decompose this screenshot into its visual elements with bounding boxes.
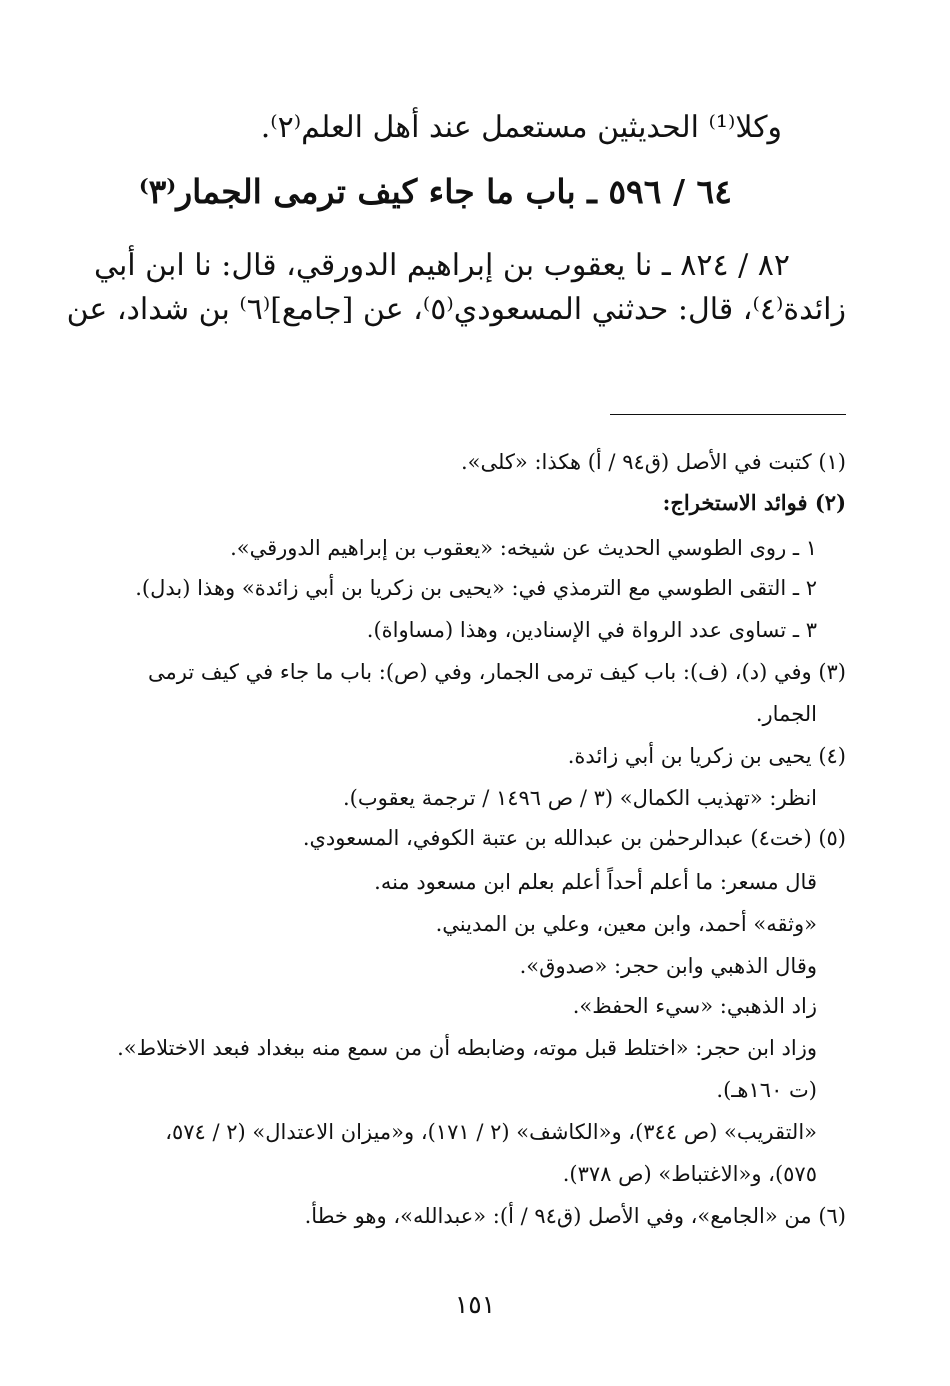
footnote-2-title: (٢) فوائد الاستخراج: (662, 490, 846, 515)
footnote-5-line-f: (ت ١٦٠هـ). (716, 1078, 817, 1102)
footnote-2-item-2: ٢ ـ التقى الطوسي مع الترمذي في: «يحيى بن زكريا بن أبي زائدة» وهذا (بدل). (135, 576, 817, 600)
footnote-5-line-c: وقال الذهبي وابن حجر: «صدوق». (519, 954, 817, 978)
footnote-6: (٦) من «الجامع»، وفي الأصل (ق٩٤ / أ): «عبدالله»، وهو خطأ. (304, 1204, 846, 1228)
footnote-1: (١) كتبت في الأصل (ق٩٤ / أ) هكذا: «كلى». (460, 450, 846, 474)
footnote-5-line-a: قال مسعر: ما أعلم أحداً أعلم بعلم ابن مسعود منه. (374, 870, 817, 894)
footnote-5: (٥) (خت٤) عبدالرحمٰن بن عبدالله بن عتبة الكوفي، المسعودي. (302, 826, 846, 850)
footnote-3-line-2: الجمار. (755, 702, 817, 726)
footnote-5-line-g: «التقريب» (ص ٣٤٤)، و«الكاشف» (٢ / ١٧١)، و«ميزان الاعتدال» (٢ / ٥٧٤، (165, 1120, 817, 1144)
footnote-separator (610, 414, 846, 415)
intro-line: وكلا⁽¹⁾ الحديثين مستعمل عند أهل العلم⁽٢⁾. (260, 110, 782, 145)
footnote-5-line-d: زاد الذهبي: «سيء الحفظ». (572, 994, 817, 1018)
paragraph-line-2: زائدة⁽٤⁾، قال: حدثني المسعودي⁽٥⁾، عن [جامع]⁽٦⁾ بن شداد، عن (66, 292, 846, 327)
footnote-2-item-3: ٣ ـ تساوى عدد الرواة في الإسنادين، وهذا (مساواة). (366, 618, 817, 642)
footnote-3-line-1: (٣) وفي (د)، (ف): باب كيف ترمى الجمار، وفي (ص): باب ما جاء في كيف ترمى (148, 660, 846, 684)
chapter-heading: ٦٤ / ٥٩٦ ـ باب ما جاء كيف ترمى الجمار⁽٣⁾ (138, 172, 732, 211)
footnote-2-item-1: ١ ـ روى الطوسي الحديث عن شيخه: «يعقوب بن إبراهيم الدورقي». (230, 536, 817, 560)
footnote-5-line-h: ٥٧٥)، و«الاغتباط» (ص ٣٧٨). (562, 1162, 817, 1186)
footnote-4-reference: انظر: «تهذيب الكمال» (٣ / ص ١٤٩٦ / ترجمة يعقوب). (342, 786, 817, 810)
footnote-5-line-e: وزاد ابن حجر: «اختلط قبل موته، وضابطه أن من سمع منه ببغداد فبعد الاختلاط». (117, 1036, 817, 1060)
footnote-5-line-b: «وثقه» أحمد، وابن معين، وعلي بن المديني. (435, 912, 817, 936)
page-number: ١٥١ (454, 1290, 496, 1319)
paragraph-line-1: ٨٢ / ٨٢٤ ـ نا يعقوب بن إبراهيم الدورقي، قال: نا ابن أبي (93, 248, 790, 283)
footnote-4: (٤) يحيى بن زكريا بن أبي زائدة. (567, 744, 846, 768)
